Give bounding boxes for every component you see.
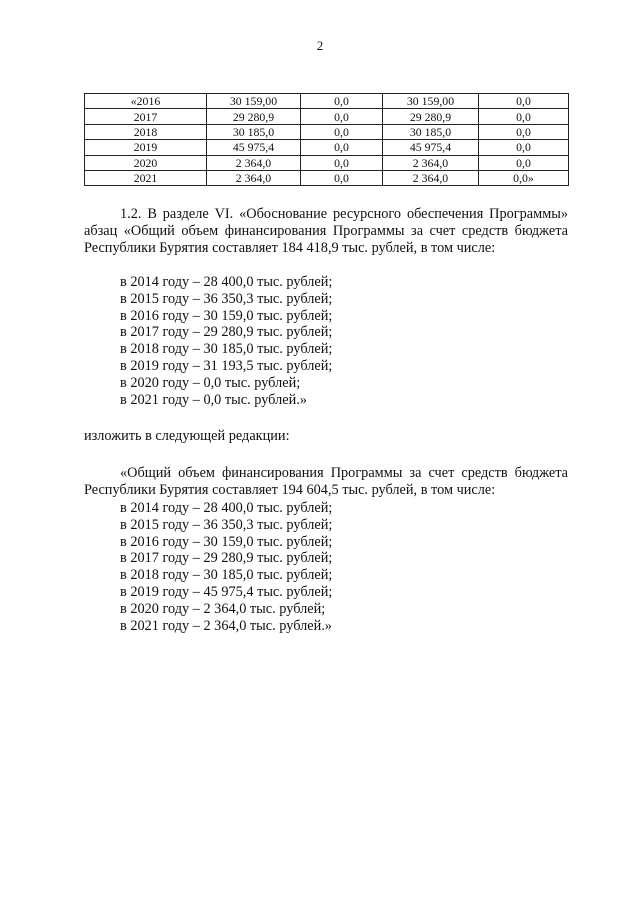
list-item: в 2015 году – 36 350,3 тыс. рублей; <box>120 290 333 307</box>
table-cell: 0,0 <box>479 109 569 124</box>
table-cell: 0,0 <box>479 124 569 139</box>
list-item: в 2019 году – 31 193,5 тыс. рублей; <box>120 357 333 374</box>
list-item: в 2018 году – 30 185,0 тыс. рублей; <box>120 567 333 584</box>
table-cell: 0,0 <box>301 140 383 155</box>
financing-table <box>84 93 569 186</box>
new-intro-paragraph: «Общий объем финансирования Программы за счет средств бюджета Республики Бурятия составляет 194 604,5 тыс. рублей, в том числе: <box>84 465 568 498</box>
list-item: в 2019 году – 45 975,4 тыс. рублей; <box>120 583 333 600</box>
table-cell: 2 364,0 <box>383 170 479 185</box>
section-intro-paragraph: 1.2. В разделе VI. «Обоснование ресурсного обеспечения Программы» абзац «Общий объем финансирования Программы за счет средств бюджета Республики Бурятия составляет 184 418,9 тыс. рублей, в том числе: <box>84 206 568 256</box>
table-row <box>85 170 569 185</box>
page-number: 2 <box>316 38 324 53</box>
table-cell: 45 975,4 <box>383 140 479 155</box>
table-cell: 30 185,0 <box>383 124 479 139</box>
table-cell: 2 364,0 <box>207 170 301 185</box>
replace-instruction: изложить в следующей редакции: <box>84 428 290 444</box>
table-cell-year: 2020 <box>85 155 207 170</box>
table-cell: 45 975,4 <box>207 140 301 155</box>
table-cell-year: 2017 <box>85 109 207 124</box>
table-cell: 30 185,0 <box>207 124 301 139</box>
list-item: в 2017 году – 29 280,9 тыс. рублей; <box>120 550 333 567</box>
table-row <box>85 124 569 139</box>
list-item: в 2020 году – 0,0 тыс. рублей; <box>120 374 301 391</box>
list-item: в 2014 году – 28 400,0 тыс. рублей; <box>120 500 333 516</box>
list-item: в 2016 году – 30 159,0 тыс. рублей; <box>120 533 333 550</box>
table-cell: 0,0 <box>301 124 383 139</box>
table-cell: 30 159,00 <box>383 94 479 109</box>
list-item: в 2021 году – 2 364,0 тыс. рублей.» <box>120 617 332 634</box>
list-item: в 2016 году – 30 159,0 тыс. рублей; <box>120 307 333 324</box>
table-cell-year: 2021 <box>85 170 207 185</box>
old-amounts-list <box>120 274 332 408</box>
table-row <box>85 94 569 109</box>
list-item: в 2015 году – 36 350,3 тыс. рублей; <box>120 516 333 533</box>
table-row <box>85 109 569 124</box>
table-cell: 0,0 <box>301 94 383 109</box>
table-cell-year: 2019 <box>85 140 207 155</box>
table-cell: 0,0 <box>479 155 569 170</box>
table-cell: 30 159,00 <box>207 94 301 109</box>
table-cell-year: «2016 <box>85 94 207 109</box>
table-row <box>85 155 569 170</box>
table-cell: 29 280,9 <box>207 109 301 124</box>
table-cell: 29 280,9 <box>383 109 479 124</box>
table-cell: 0,0 <box>301 109 383 124</box>
list-item: в 2021 году – 0,0 тыс. рублей.» <box>120 391 307 408</box>
new-amounts-list <box>120 500 332 634</box>
list-item: в 2017 году – 29 280,9 тыс. рублей; <box>120 324 333 341</box>
list-item: в 2014 году – 28 400,0 тыс. рублей; <box>120 274 333 290</box>
table-cell: 0,0 <box>479 94 569 109</box>
table-cell: 0,0 <box>301 170 383 185</box>
table-cell: 2 364,0 <box>207 155 301 170</box>
list-item: в 2018 году – 30 185,0 тыс. рублей; <box>120 341 333 358</box>
table-row <box>85 140 569 155</box>
table-cell: 2 364,0 <box>383 155 479 170</box>
table-cell: 0,0 <box>479 140 569 155</box>
table-cell: 0,0» <box>479 170 569 185</box>
table-cell: 0,0 <box>301 155 383 170</box>
list-item: в 2020 году – 2 364,0 тыс. рублей; <box>120 600 326 617</box>
table-cell-year: 2018 <box>85 124 207 139</box>
